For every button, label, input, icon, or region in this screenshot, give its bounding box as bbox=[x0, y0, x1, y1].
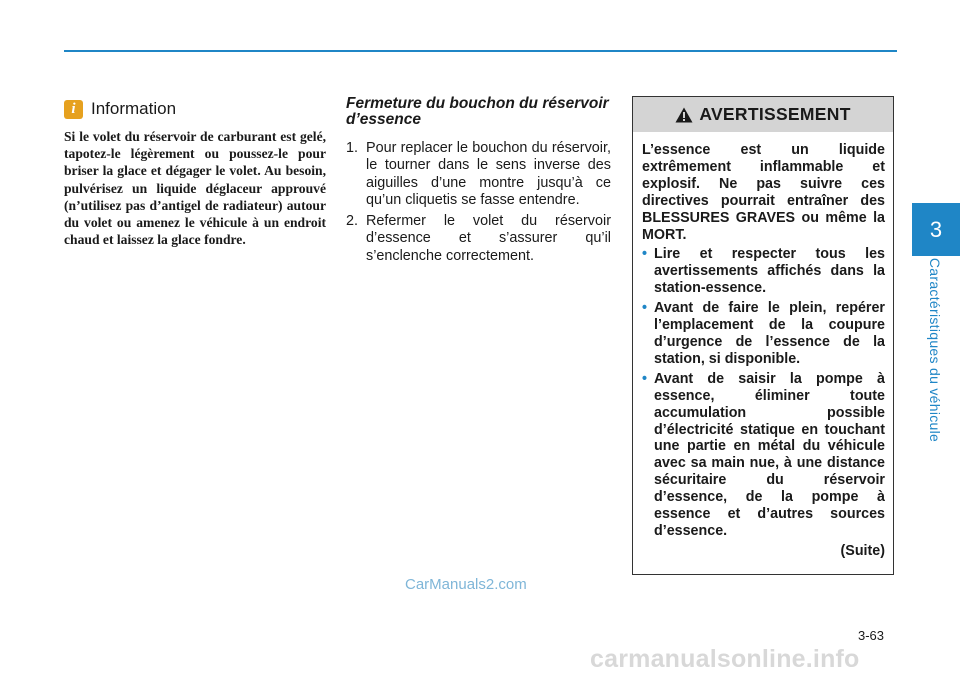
chapter-number: 3 bbox=[929, 216, 943, 242]
warning-intro: L’essence est un liquide extrêmement inflammable et explosif. Ne pas suivre ces directives pourrait entraîner des BLESSURES GRAVES ou même la MORT. bbox=[642, 142, 885, 243]
watermark-site[interactable]: carmanualsonline.info bbox=[590, 645, 860, 673]
step-item bbox=[346, 140, 611, 209]
bullet-text: Avant de faire le plein, repérer l’emplacement de la coupure d’urgence de l’essence de la station, si disponible. bbox=[654, 300, 885, 367]
step-text: Refermer le volet du réservoir d’essence et s’assurer qu’il s’enclenche correctement. bbox=[366, 213, 611, 264]
bullet-icon: • bbox=[642, 370, 648, 387]
list-item bbox=[642, 371, 885, 540]
fuel-cap-closing-section bbox=[346, 96, 611, 269]
information-body: Si le volet du réservoir de carburant est gelé, tapotez-le légèrement ou poussez-le pour briser la glace et dégager le volet. Au besoin, pulvérisez un liquide déglaceur approuvé (n’utilisez pas d’antigel de radiateur) autour du volet ou amenez le véhicule à un endroit chaud et laissez la glace fondre. bbox=[64, 129, 326, 248]
information-title: Information bbox=[91, 99, 177, 118]
warning-header bbox=[633, 97, 893, 132]
warning-box bbox=[632, 96, 894, 575]
bullet-icon: • bbox=[642, 300, 648, 317]
step-number: 1. bbox=[346, 140, 359, 156]
header-rule bbox=[64, 50, 897, 52]
bullet-text: Avant de saisir la pompe à essence, éliminer toute accumulation possible d’électricité statique en touchant une partie en métal du véhicule avec sa main nue, à une distance sécuritaire du réservoir d’essence, de la pompe à essence et d’autres sources d’essence. bbox=[654, 370, 885, 539]
list-item bbox=[642, 246, 885, 297]
warning-triangle-icon bbox=[675, 107, 693, 123]
warning-body bbox=[633, 132, 893, 560]
list-item bbox=[642, 300, 885, 368]
section-title: Fermeture du bouchon du réservoir d’essence bbox=[346, 95, 609, 128]
warning-bullets bbox=[642, 246, 885, 539]
info-icon: i bbox=[64, 100, 83, 119]
continued-note: (Suite) bbox=[840, 542, 885, 559]
step-number: 2. bbox=[346, 213, 359, 230]
chapter-label: Caractéristiques du véhicule bbox=[927, 257, 943, 443]
information-header bbox=[64, 97, 326, 121]
chapter-tab[interactable] bbox=[912, 203, 960, 256]
information-section bbox=[64, 97, 326, 248]
steps-list bbox=[346, 140, 611, 265]
bullet-icon: • bbox=[642, 246, 648, 263]
step-text: Pour replacer le bouchon du réservoir, le tourner dans le sens inverse des aiguilles d’une montre jusqu’à ce qu’un cliquetis se fasse entendre. bbox=[366, 140, 611, 208]
step-item bbox=[346, 213, 611, 265]
watermark-carmanuals[interactable]: CarManuals2.com bbox=[405, 576, 527, 593]
bullet-text: Lire et respecter tous les avertissements affichés dans la station-essence. bbox=[654, 246, 885, 297]
warning-title: AVERTISSEMENT bbox=[699, 104, 851, 124]
page-number: 3-63 bbox=[858, 628, 885, 643]
